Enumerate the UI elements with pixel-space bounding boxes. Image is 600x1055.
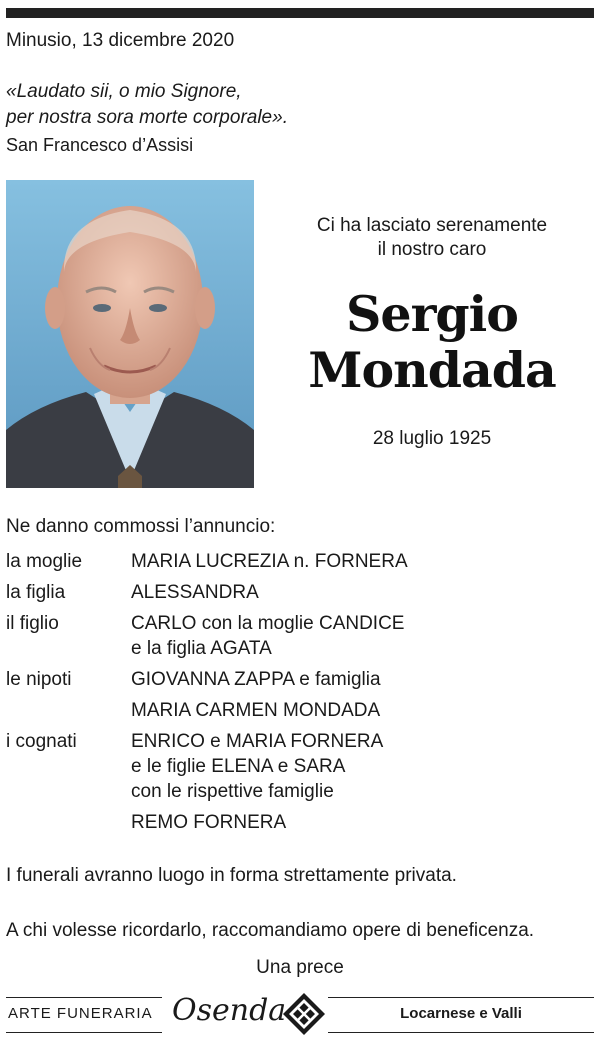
funeral-notice: I funerali avranno luogo in forma strettamente privata. xyxy=(6,865,457,886)
portrait-illustration xyxy=(6,180,254,488)
family-relation: il figlio xyxy=(6,613,59,634)
family-relation: la figlia xyxy=(6,582,66,603)
family-relation: le nipoti xyxy=(6,669,72,690)
region-name: Locarnese e Valli xyxy=(400,1005,522,1022)
family-row xyxy=(6,726,566,838)
intro-line: Ci ha lasciato serenamente xyxy=(316,215,548,236)
family-entry xyxy=(131,664,566,695)
family-entry xyxy=(131,726,566,807)
top-rule xyxy=(6,8,594,18)
family-row xyxy=(6,608,566,664)
birth-date: 28 luglio 1925 xyxy=(372,428,492,449)
family-member: ALESSANDRA xyxy=(131,582,259,603)
family-entry xyxy=(131,807,566,838)
family-relation: i cognati xyxy=(6,731,77,752)
first-name: Sergio xyxy=(346,285,518,343)
family-member: MARIA LUCREZIA n. FORNERA xyxy=(131,551,408,572)
family-member: ENRICO e MARIA FORNERA xyxy=(131,731,384,752)
place-date: Minusio, 13 dicembre 2020 xyxy=(6,30,235,51)
family-member: GIOVANNA ZAPPA e famiglia xyxy=(131,669,381,690)
family-row xyxy=(6,546,566,577)
footer-rule xyxy=(6,1032,162,1033)
family-relation: la moglie xyxy=(6,551,83,572)
family-row xyxy=(6,577,566,608)
prayer-text: Una prece xyxy=(256,957,344,978)
charity-notice: A chi volesse ricordarlo, raccomandiamo opere di beneficenza. xyxy=(6,920,535,941)
portrait-photo xyxy=(6,180,254,488)
quote-line: «Laudato sii, o mio Signore, xyxy=(6,81,242,102)
family-member: e le figlie ELENA e SARA xyxy=(131,756,346,777)
brand-wordmark: Osenda xyxy=(172,993,287,1028)
intro-text xyxy=(300,214,564,262)
family-member: con le rispettive famiglie xyxy=(131,781,334,802)
family-entry xyxy=(131,577,566,608)
footer-rule xyxy=(6,997,162,998)
family-entry xyxy=(131,695,566,726)
quote-line: per nostra sora morte corporale». xyxy=(6,107,288,128)
diamond-logo-icon xyxy=(282,992,326,1036)
footer xyxy=(6,990,594,1040)
family-member: CARLO con la moglie CANDICE xyxy=(131,613,405,634)
family-entry xyxy=(131,608,566,664)
quote-author: San Francesco d’Assisi xyxy=(6,135,194,155)
footer-rule xyxy=(328,1032,594,1033)
quote xyxy=(6,79,288,131)
announcement-heading: Ne danno commossi l’annuncio: xyxy=(6,516,276,537)
company-name: ARTE FUNERARIA xyxy=(8,1005,153,1022)
family-row xyxy=(6,664,566,726)
last-name: Mondada xyxy=(308,341,556,399)
footer-rule xyxy=(328,997,594,998)
family-member: MARIA CARMEN MONDADA xyxy=(131,700,381,721)
family-member: REMO FORNERA xyxy=(131,812,287,833)
family-entry xyxy=(131,546,566,577)
intro-line: il nostro caro xyxy=(377,239,487,260)
deceased-name xyxy=(290,286,574,398)
family-member: e la figlia AGATA xyxy=(131,638,272,659)
family-list xyxy=(6,546,566,838)
